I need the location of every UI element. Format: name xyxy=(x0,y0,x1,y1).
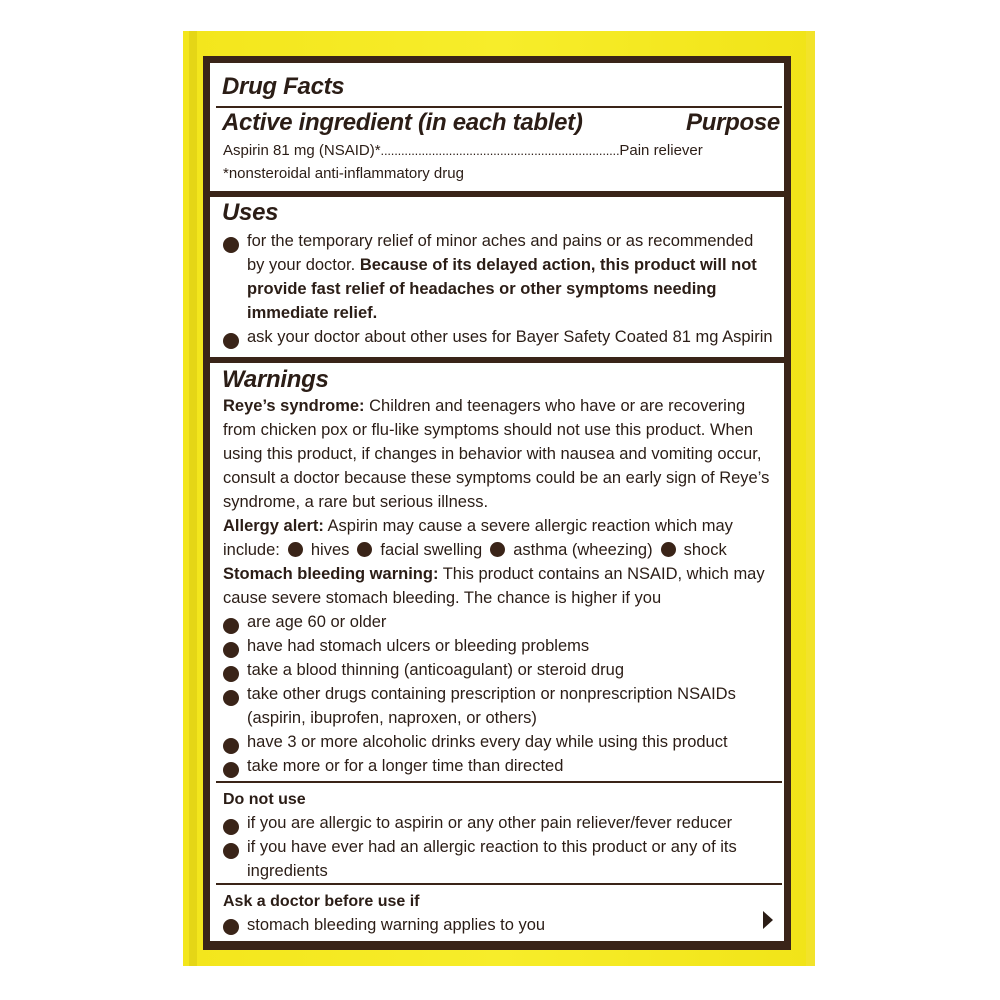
do-not-use-title: Do not use xyxy=(223,791,306,808)
stomach-line-1 xyxy=(223,562,765,586)
bullet-icon xyxy=(223,666,239,682)
bullet-icon xyxy=(223,843,239,859)
risk-item-continuation: (aspirin, ibuprofen, naproxen, or others) xyxy=(247,709,537,727)
risk-item: have had stomach ulcers or bleeding problems xyxy=(247,637,590,655)
uses-section xyxy=(210,197,784,357)
reye-line-1 xyxy=(223,394,745,418)
drug-facts-panel xyxy=(210,63,784,941)
purpose-value: Pain reliever xyxy=(619,142,703,159)
bullet-icon xyxy=(223,333,239,349)
allergy-item: shock xyxy=(683,541,727,559)
bullet-icon xyxy=(223,618,239,634)
uses-item-1-line-4: immediate relief. xyxy=(247,304,378,322)
ingredient-footnote: *nonsteroidal anti-inflammatory drug xyxy=(223,165,464,182)
ask-doctor-item: stomach bleeding warning applies to you xyxy=(247,916,546,934)
stomach-line-2: cause severe stomach bleeding. The chance is higher if you xyxy=(223,589,662,607)
drug-facts-title: Drug Facts xyxy=(222,73,345,100)
allergy-item: hives xyxy=(310,541,350,559)
allergy-text: Aspirin may cause a severe allergic reaction which may xyxy=(323,517,733,535)
bullet-icon xyxy=(223,738,239,754)
bullet-icon xyxy=(223,819,239,835)
reye-line-2: from chicken pox or flu-like symptoms should not use this product. When xyxy=(223,421,754,439)
warnings-title: Warnings xyxy=(222,366,329,393)
do-not-use-continuation: ingredients xyxy=(247,862,328,880)
risk-item: are age 60 or older xyxy=(247,613,387,631)
allergy-line-1 xyxy=(223,514,733,538)
reye-text: Children and teenagers who have or are recovering xyxy=(364,397,746,415)
reye-line-3: using this product, if changes in behavior with nausea and vomiting occur, xyxy=(223,445,762,463)
subsection-divider xyxy=(216,883,782,885)
drug-facts-section xyxy=(210,63,784,191)
risk-item: take a blood thinning (anticoagulant) or steroid drug xyxy=(247,661,624,679)
uses-emphasis: Because of its delayed action, this product will not xyxy=(359,256,757,274)
title-divider xyxy=(216,106,782,108)
bullet-icon xyxy=(357,542,372,557)
uses-text: by your doctor. xyxy=(247,256,360,274)
allergy-include: include: xyxy=(223,541,280,559)
allergy-item: facial swelling xyxy=(380,541,483,559)
stomach-text: This product contains an NSAID, which may xyxy=(438,565,765,583)
reye-line-4: consult a doctor because these symptoms could be an early sign of Reye’s xyxy=(223,469,770,487)
bullet-icon xyxy=(223,690,239,706)
risk-item: take more or for a longer time than directed xyxy=(247,757,564,775)
ask-doctor-title: Ask a doctor before use if xyxy=(223,893,420,910)
leader-dots: ...................................................................... xyxy=(380,143,620,158)
bullet-icon xyxy=(223,919,239,935)
uses-title: Uses xyxy=(222,199,279,226)
stomach-label: Stomach bleeding warning: xyxy=(223,565,439,583)
bullet-icon xyxy=(288,542,303,557)
reye-line-5: syndrome, a rare but serious illness. xyxy=(223,493,489,511)
uses-item-1-line-3: provide fast relief of headaches or other symptoms needing xyxy=(247,280,717,298)
bullet-icon xyxy=(223,237,239,253)
bullet-icon xyxy=(223,642,239,658)
package-fold-shadow xyxy=(189,31,197,966)
allergy-item: asthma (wheezing) xyxy=(513,541,653,559)
risk-item: take other drugs containing prescription or nonprescription NSAIDs xyxy=(247,685,736,703)
ingredient-line xyxy=(223,139,703,163)
bullet-icon xyxy=(661,542,676,557)
continue-arrow-icon xyxy=(763,911,773,929)
warnings-section xyxy=(210,363,784,941)
bullet-icon xyxy=(223,762,239,778)
uses-item-1-line-2 xyxy=(247,253,757,277)
uses-item-1-line-1: for the temporary relief of minor aches and pains or as recommended xyxy=(247,232,754,250)
subsection-divider xyxy=(216,781,782,783)
do-not-use-item: if you have ever had an allergic reaction to this product or any of its xyxy=(247,838,737,856)
uses-item-2: ask your doctor about other uses for Bayer Safety Coated 81 mg Aspirin xyxy=(247,328,773,346)
allergy-line-2 xyxy=(223,538,727,562)
do-not-use-item: if you are allergic to aspirin or any other pain reliever/fever reducer xyxy=(247,814,733,832)
active-ingredient-heading: Active ingredient (in each tablet) xyxy=(222,109,583,136)
risk-item: have 3 or more alcoholic drinks every day while using this product xyxy=(247,733,728,751)
ingredient-name: Aspirin 81 mg (NSAID)* xyxy=(223,142,381,159)
bullet-icon xyxy=(490,542,505,557)
allergy-label: Allergy alert: xyxy=(223,517,324,535)
purpose-heading: Purpose xyxy=(686,109,780,136)
package-edge xyxy=(806,31,815,966)
reye-label: Reye’s syndrome: xyxy=(223,397,365,415)
